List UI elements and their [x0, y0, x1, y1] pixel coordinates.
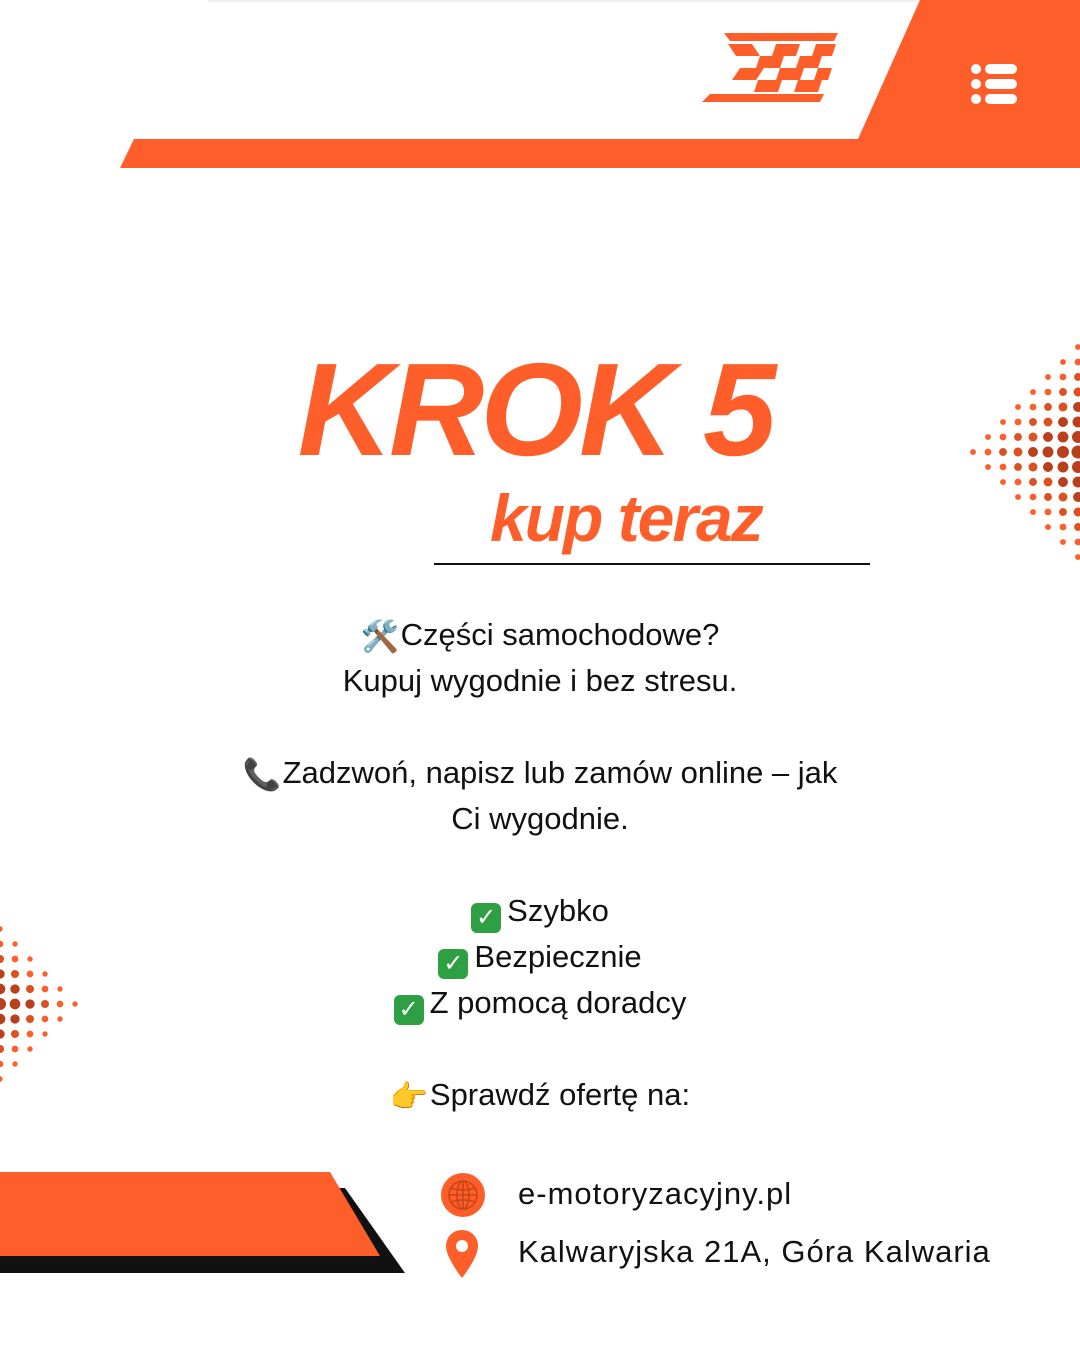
- decor-dot: [1074, 388, 1080, 397]
- decor-dot: [1058, 462, 1069, 473]
- decor-dot: [1030, 509, 1036, 515]
- menu-button[interactable]: [966, 58, 1022, 108]
- website-link[interactable]: e-motoryzacyjny.pl: [518, 1176, 793, 1211]
- address-text: Kalwaryjska 21A, Góra Kalwaria: [518, 1234, 991, 1269]
- decor-dot: [1015, 479, 1022, 486]
- decor-dot: [1000, 464, 1007, 471]
- decor-dot: [12, 1046, 19, 1053]
- bottom-banner: [0, 1168, 420, 1278]
- decor-dot: [1015, 494, 1021, 500]
- decor-dot: [1060, 374, 1067, 381]
- decor-dot: [1015, 419, 1022, 426]
- decor-dot: [42, 1031, 47, 1036]
- decor-dot: [1030, 494, 1037, 501]
- decor-dot: [0, 1061, 3, 1068]
- benefit-item: ✓ Szybko: [0, 888, 1080, 934]
- decor-dot: [1043, 432, 1053, 442]
- decor-dot: [1059, 493, 1068, 502]
- decor-dot: [11, 1030, 19, 1038]
- decor-dot: [1075, 344, 1080, 350]
- decor-dot: [1073, 402, 1080, 412]
- decor-dot: [1000, 419, 1006, 425]
- decor-dot: [985, 464, 991, 470]
- decor-dot: [1058, 432, 1069, 443]
- decor-dot: [985, 449, 992, 456]
- decor-dot: [1060, 539, 1066, 545]
- decor-dot: [1060, 524, 1067, 531]
- page-subtitle: kup teraz: [490, 481, 762, 555]
- decor-dot: [1045, 524, 1051, 530]
- decor-dot: [1000, 434, 1007, 441]
- decor-dot: [1074, 523, 1080, 531]
- location-pin-icon: [444, 1228, 480, 1280]
- page-title: KROK 5: [297, 336, 773, 483]
- decor-dot: [1073, 477, 1080, 488]
- globe-icon: [440, 1172, 486, 1218]
- decor-dot: [27, 1031, 34, 1038]
- decor-dot: [1043, 462, 1053, 472]
- phone-icon: 📞: [242, 757, 282, 792]
- decor-dot: [1030, 389, 1036, 395]
- checkered-flag-logo-icon[interactable]: [700, 30, 840, 106]
- decor-dot: [1028, 447, 1038, 457]
- decor-dot: [0, 1045, 4, 1053]
- decor-dot: [1074, 373, 1080, 381]
- contact-prompt-line-2: Ci wygodnie.: [451, 801, 629, 836]
- decor-dot: [1058, 477, 1068, 487]
- decor-dot: [1059, 403, 1068, 412]
- cta-line: 👉Sprawdź ofertę na:: [0, 1072, 1080, 1120]
- decor-dot: [1058, 417, 1068, 427]
- decor-dot: [1014, 463, 1022, 471]
- decor-dot: [999, 448, 1007, 456]
- decor-dot: [1074, 508, 1080, 517]
- decor-dot: [27, 1046, 32, 1051]
- intro-line-1: 🛠️Części samochodowe?: [0, 612, 1080, 660]
- decor-dot: [1057, 446, 1069, 458]
- decor-dot: [1029, 433, 1038, 442]
- check-mark-icon: ✓: [438, 949, 468, 979]
- benefit-item: ✓ Bezpiecznie: [0, 934, 1080, 980]
- check-mark-icon: ✓: [394, 995, 424, 1025]
- decor-dot: [1030, 404, 1037, 411]
- decor-dot: [1075, 554, 1080, 560]
- decor-dot: [1044, 493, 1052, 501]
- check-mark-icon: ✓: [471, 903, 501, 933]
- decor-dot: [1029, 418, 1037, 426]
- decor-dot: [1072, 446, 1080, 459]
- decor-dot: [0, 1029, 5, 1038]
- pointing-hand-icon: 👉: [389, 1079, 429, 1114]
- intro-line-2: Kupuj wygodnie i bez stresu.: [342, 663, 738, 698]
- decor-dot: [1043, 447, 1054, 458]
- decor-dot: [1044, 403, 1052, 411]
- decor-dot: [1073, 492, 1080, 502]
- decor-dot: [1060, 359, 1066, 365]
- dot-pattern-right: [960, 340, 1080, 565]
- decor-dot: [1044, 478, 1053, 487]
- decor-dot: [12, 1061, 17, 1066]
- decor-dot: [1014, 433, 1022, 441]
- decor-dot: [1072, 431, 1080, 443]
- menu-list-icon: [966, 58, 1022, 108]
- decor-dot: [970, 449, 976, 455]
- decor-dot: [1075, 539, 1080, 546]
- benefit-item: ✓ Z pomocą doradcy: [0, 980, 1080, 1026]
- title-divider: [434, 563, 870, 565]
- decor-dot: [985, 434, 991, 440]
- decor-dot: [1045, 374, 1051, 380]
- decor-dot: [1029, 478, 1037, 486]
- decor-dot: [1029, 463, 1038, 472]
- decor-dot: [1045, 509, 1052, 516]
- decor-dot: [1072, 461, 1080, 473]
- decor-dot: [1045, 389, 1052, 396]
- header-banner: [0, 0, 1080, 175]
- decor-dot: [1075, 359, 1080, 366]
- tools-icon: 🛠️: [360, 619, 400, 654]
- decor-dot: [1015, 404, 1021, 410]
- contact-prompt-line-1: 📞Zadzwoń, napisz lub zamów online – jak: [0, 750, 1080, 798]
- decor-dot: [1044, 418, 1053, 427]
- decor-dot: [1014, 448, 1023, 457]
- decor-dot: [1000, 479, 1006, 485]
- decor-dot: [1073, 417, 1080, 428]
- decor-dot: [1059, 388, 1067, 396]
- decor-dot: [1059, 508, 1067, 516]
